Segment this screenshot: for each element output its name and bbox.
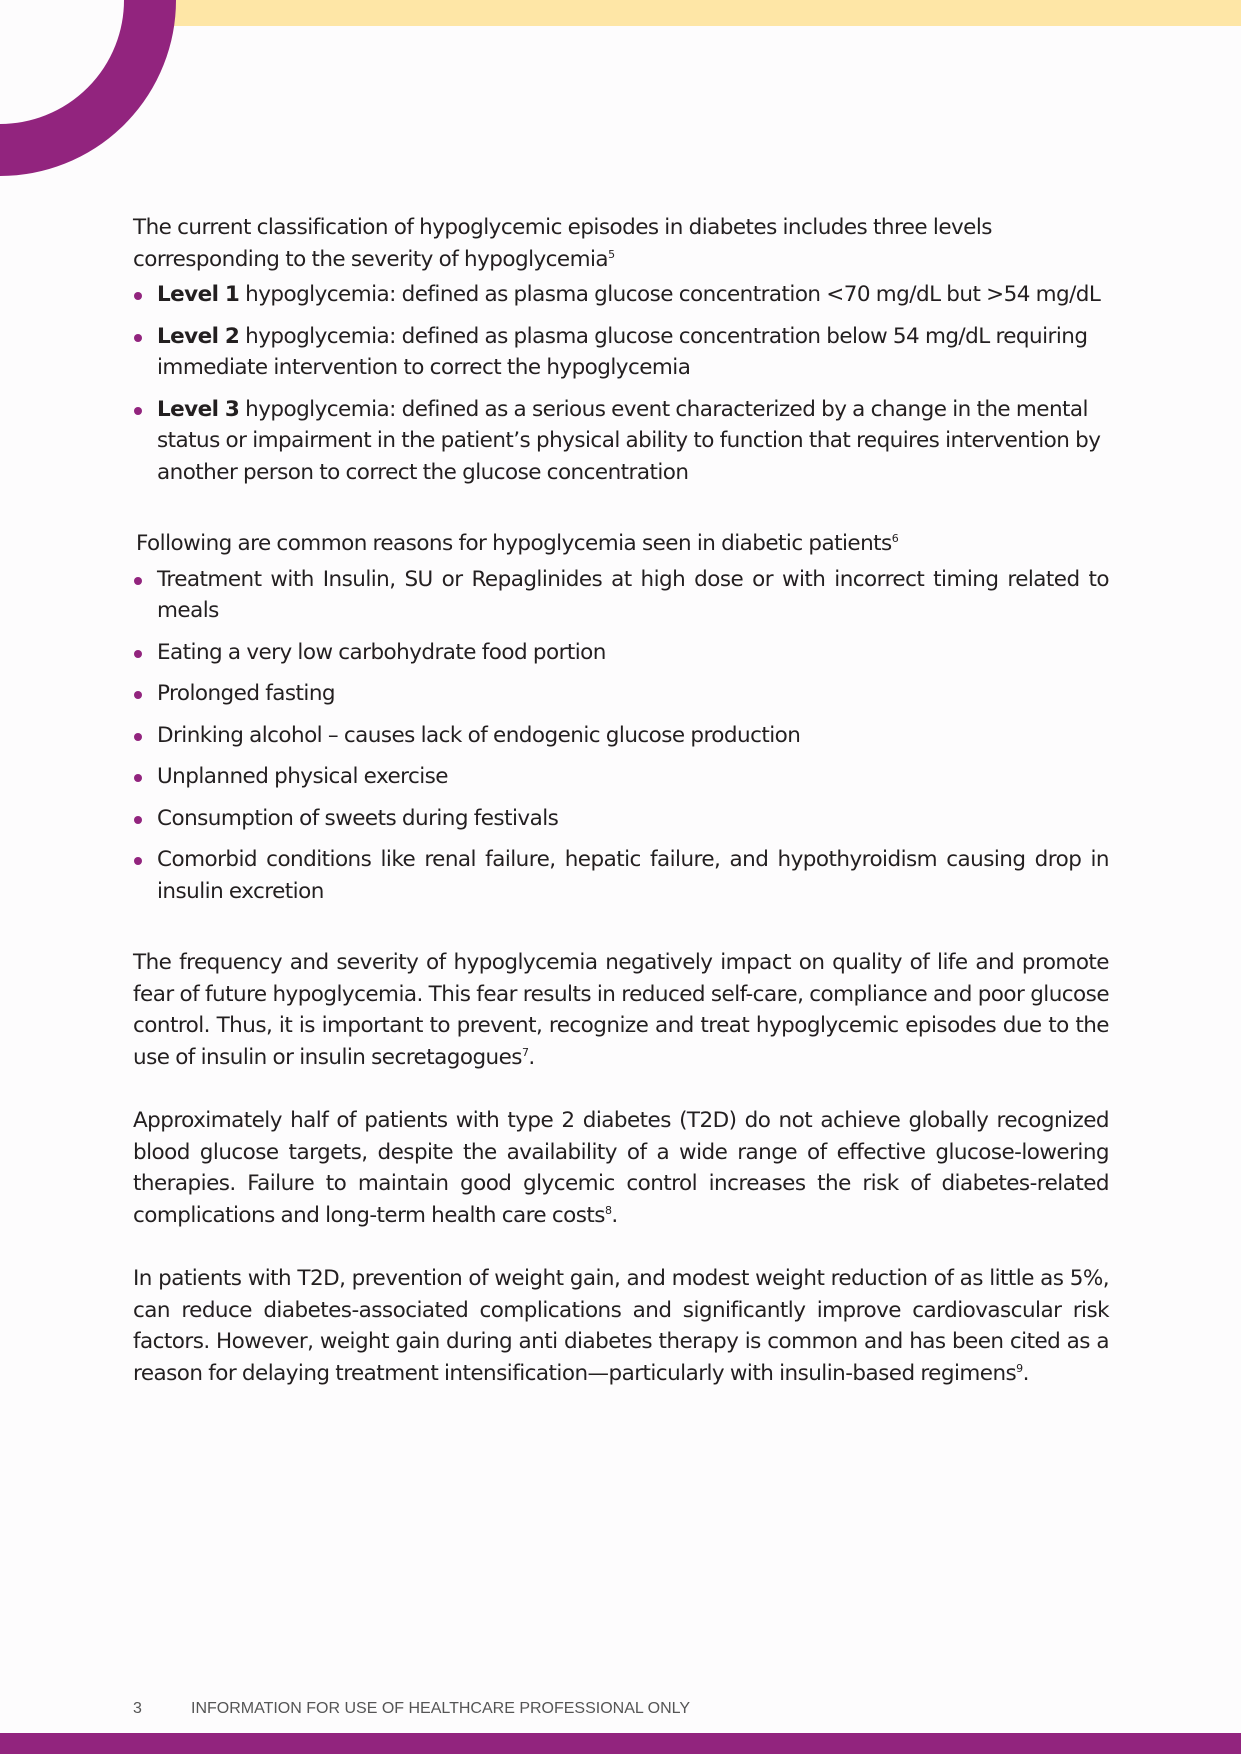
reasons-intro: Following are common reasons for hypoglycemia seen in diabetic patients$^6$ — [136, 531, 899, 556]
page-content — [133, 212, 1109, 1389]
list-item: Level 1 hypoglycemia: defined as plasma glucose concentration <70 mg/dL but >54 mg/dL — [133, 279, 1109, 311]
list-item: Treatment with Insulin, SU or Repaglinides at high dose or with incorrect timing related to meals — [133, 564, 1109, 627]
reasons-list — [133, 564, 1109, 908]
list-item: Drinking alcohol – causes lack of endogenic glucose production — [133, 720, 1109, 752]
hypoglycemia-levels-list — [133, 279, 1109, 488]
reference-marker: 7 — [521, 1045, 529, 1059]
page-number: 3 — [133, 1700, 142, 1717]
reference-marker: 6 — [891, 531, 899, 545]
list-item: Level 3 hypoglycemia: defined as a serious event characterized by a change in the mental status or impairment in the patient’s physical ability to function that requires intervention by another person to correct the glucose concentration — [133, 394, 1109, 489]
page-footer — [133, 1700, 690, 1718]
reference-marker: 5 — [608, 247, 615, 261]
corner-ring-decoration — [0, 0, 176, 176]
intro-paragraph: The current classification of hypoglycemic episodes in diabetes includes three levels corresponding to the severity of hypoglycemia$^5$ — [133, 215, 992, 272]
bottom-decorative-band — [0, 1733, 1241, 1754]
top-decorative-band — [172, 0, 1241, 26]
level-label: Level 3 — [157, 396, 240, 422]
list-item: Consumption of sweets during festivals — [133, 803, 1109, 835]
body-paragraph: The frequency and severity of hypoglycemia negatively impact on quality of life and promote fear of future hypoglycemia. This fear results in reduced self-care, compliance and poor glucose control. Thus, it is important to prevent, recognize and treat hypoglycemic episodes due to the use of insulin or insulin secretagogues$^7$. — [133, 950, 1109, 1070]
list-item: Prolonged fasting — [133, 678, 1109, 710]
level-label: Level 1 — [157, 282, 240, 307]
body-paragraph: In patients with T2D, prevention of weight gain, and modest weight reduction of as little as 5%, can reduce diabetes-associated complications and significantly improve cardiovascular risk factors. However, weight gain during anti diabetes therapy is common and has been cited as a reason for delaying treatment intensification—particularly with insulin-based regimens$^9$. — [133, 1266, 1109, 1386]
list-item: Comorbid conditions like renal failure, hepatic failure, and hypothyroidism causing drop in insulin excretion — [133, 844, 1109, 907]
level-label: Level 2 — [157, 323, 240, 349]
body-paragraph: Approximately half of patients with type 2 diabetes (T2D) do not achieve globally recognized blood glucose targets, despite the availability of a wide range of effective glucose-lowering therapies. Failure to maintain good glycemic control increases the risk of diabetes-related complications and long-term health care costs$^8$. — [133, 1108, 1109, 1228]
list-item: Eating a very low carbohydrate food portion — [133, 637, 1109, 669]
reference-marker: 8 — [604, 1203, 612, 1217]
reference-marker: 9 — [1016, 1361, 1023, 1375]
list-item: Level 2 hypoglycemia: defined as plasma glucose concentration below 54 mg/dL requiring immediate intervention to correct the hypoglycemia — [133, 321, 1109, 384]
footer-notice: INFORMATION FOR USE OF HEALTHCARE PROFESSIONAL ONLY — [191, 1700, 691, 1717]
list-item: Unplanned physical exercise — [133, 761, 1109, 793]
